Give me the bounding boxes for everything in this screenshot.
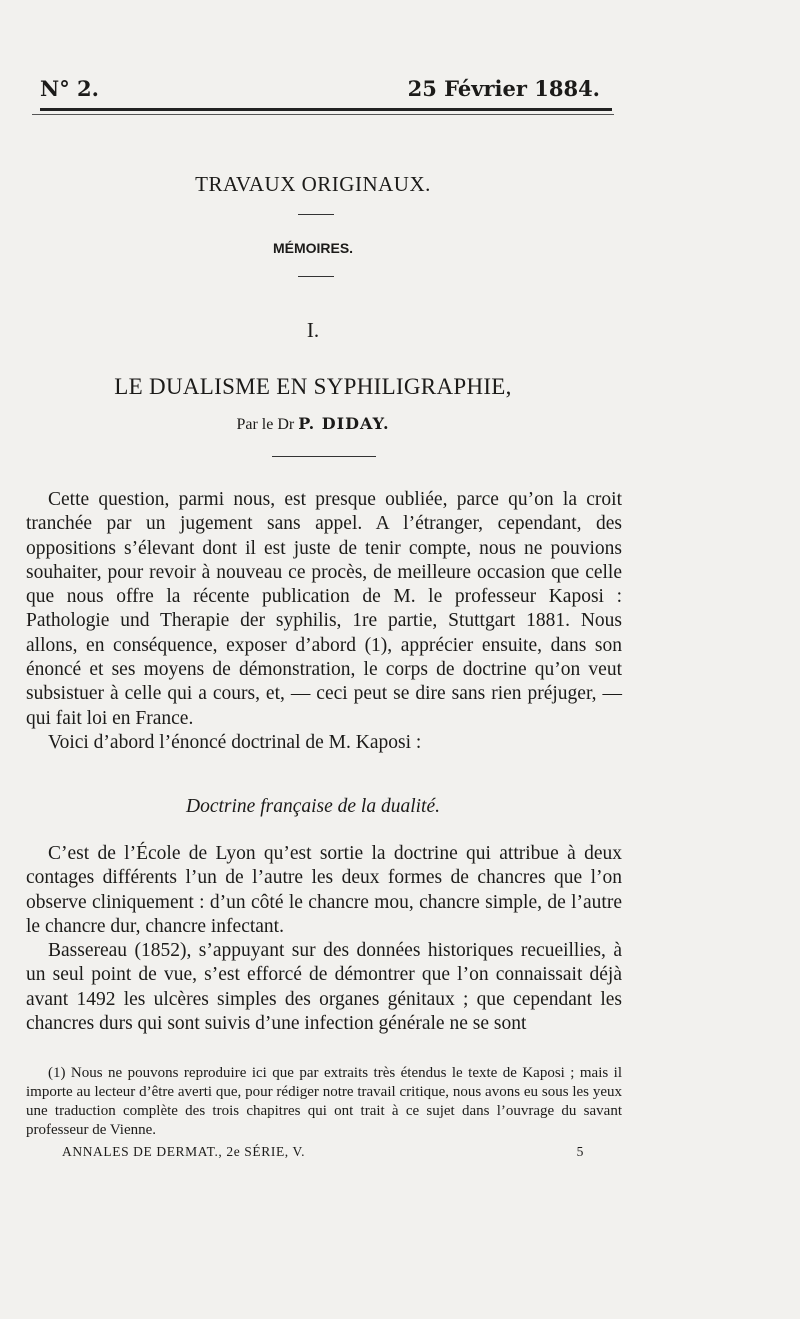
title-rule xyxy=(272,456,376,457)
page-footer xyxy=(62,1144,584,1164)
paragraph: Voici d’abord l’énoncé doctrinal de M. Kaposi : xyxy=(48,731,422,753)
paragraph: C’est de l’École de Lyon qu’est sortie la doctrine qui attribue à deux contages différents l’un de l’autre les deux formes de chancres que l’on observe cliniquement : d’un côté le chancre mou, chancre simple, de l’autre le chancre dur, chancre infectant. xyxy=(26,843,622,937)
section-title: TRAVAUX ORIGINAUX. xyxy=(195,172,431,196)
article-number: I. xyxy=(306,318,320,342)
paragraph: Bassereau (1852), s’appuyant sur des données historiques recueillies, à un seul point de vue, s’est efforcé de démontrer que l’on connaissait déjà avant 1492 les ulcères simples des organes génitaux ; que cependant les chancres durs qui sont suivis d’une infection générale ne se sont xyxy=(26,940,622,1035)
issue-date: 25 Février 1884. xyxy=(407,76,600,101)
page-number: 5 xyxy=(576,1144,584,1159)
article-title: LE DUALISME EN SYPHILIGRAPHIE, xyxy=(114,374,512,399)
page-header xyxy=(40,76,600,106)
byline xyxy=(0,414,626,434)
paragraph: Cette question, parmi nous, est presque oubliée, parce qu’on la croit tranchée par un jugement sans appel. A l’étranger, cependant, des oppositions s’élevant dont il est juste de tenir compte, nous ne pouvions souhaiter, pour revoir à nouveau ce procès, de meilleure occasion que celle que nous offre la récente publication de M. le professeur Kaposi : Pathologie und Therapie der syphilis, 1re partie, Stuttgart 1881. Nous allons, en conséquence, exposer d’abord (1), apprécier ensuite, dans son énoncé et ses moyens de démonstration, le corps de doctrine qu’on veut subsistuer à celle qui a cours, et, — ceci peut se dire sans rien préjuger, — qui fait loi en France. xyxy=(26,489,622,729)
byline-prefix: Par le Dr xyxy=(236,416,295,433)
divider-rule xyxy=(298,214,334,215)
doctrine-subheading: Doctrine française de la dualité. xyxy=(186,796,440,817)
intro-text xyxy=(26,488,622,755)
header-rule-thin xyxy=(32,114,614,115)
author-name: P. DIDAY. xyxy=(298,414,390,433)
journal-name: ANNALES DE DERMAT., 2e SÉRIE, V. xyxy=(62,1144,306,1159)
footnote xyxy=(26,1064,622,1140)
body-text xyxy=(26,842,622,1036)
header-rule-thick xyxy=(40,108,612,111)
issue-number: N° 2. xyxy=(40,76,99,101)
footnote-text: (1) Nous ne pouvons reproduire ici que par extraits très étendus le texte de Kaposi ; mais il importe au lecteur d’être averti que, pour rédiger notre travail critique, nous avons eu sous les yeux une traduction complète des trois chapitres qui ont trait à ce sujet dans l’ouvrage du savant professeur de Vienne. xyxy=(26,1065,622,1138)
divider-rule xyxy=(298,276,334,277)
subsection-title: MÉMOIRES. xyxy=(272,240,354,256)
